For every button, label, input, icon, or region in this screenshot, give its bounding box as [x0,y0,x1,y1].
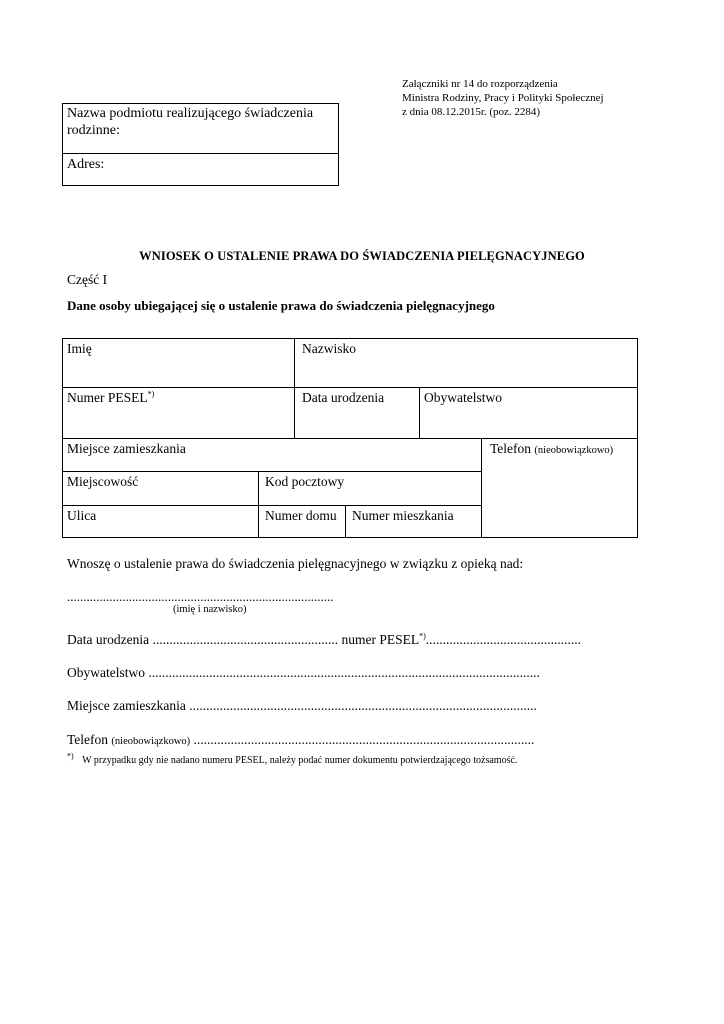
cared-citizenship-label: Obywatelstwo [67,665,145,680]
form-title: WNIOSEK O USTALENIE PRAWA DO ŚWIADCZENIA PIELĘGNACYJNEGO [139,249,585,263]
first-name-field[interactable] [63,339,294,387]
house-number-label: Numer domu [265,508,337,523]
entity-address-label: Adres: [67,157,105,172]
citizenship-label: Obywatelstwo [424,390,502,405]
postal-code-field[interactable] [259,472,481,505]
cared-pesel-field[interactable]: .............................................. [425,632,582,647]
entity-address-field[interactable] [63,154,338,175]
pesel-field[interactable] [63,388,294,438]
cared-residence-line [67,698,537,714]
cared-phone-label: Telefon [67,732,109,747]
pesel-footnote-mark: *) [147,389,155,399]
street-label: Ulica [67,508,97,523]
regulation-note-line-2: Ministra Rodziny, Pracy i Polityki Społecznej [402,92,604,104]
section-subtitle: Dane osoby ubiegającej się o ustalenie prawa do świadczenia pielęgnacyjnego [67,298,495,313]
cared-phone-field[interactable]: ..................................................................................................... [193,732,535,747]
entity-name-label-1: Nazwa podmiotu realizującego świadczenia [67,106,314,121]
phone-label-text: Telefon [490,441,532,456]
pesel-footnote [67,751,518,766]
cared-residence-label: Miejsce zamieszkania [67,698,186,713]
residence-field [63,439,481,471]
citizenship-field[interactable] [420,388,637,438]
apartment-number-field[interactable] [346,506,481,537]
cared-birth-date-field[interactable]: ....................................................... [152,632,339,647]
locality-label: Miejscowość [67,474,139,489]
pesel-label-text: Numer PESEL [67,390,148,405]
regulation-note [402,77,702,119]
cared-residence-field[interactable]: ....................................................................................................... [189,698,537,713]
phone-field[interactable] [482,439,637,537]
cared-phone-line [67,732,534,748]
cared-citizenship-field[interactable]: .................................................................................................................... [148,665,540,680]
last-name-label: Nazwisko [302,341,356,356]
last-name-field[interactable] [295,339,637,387]
cared-birth-pesel-line [67,632,581,648]
postal-code-label: Kod pocztowy [265,474,345,489]
house-number-field[interactable] [259,506,345,537]
apartment-number-label: Numer mieszkania [352,508,454,523]
care-statement: Wnoszę o ustalenie prawa do świadczenia pielęgnacyjnego w związku z opieką nad: [67,556,524,571]
applicant-data-table [62,338,638,538]
first-name-label: Imię [67,341,92,356]
pesel-label [67,390,154,406]
birth-date-label: Data urodzenia [302,390,385,405]
entity-name-field[interactable] [63,104,338,154]
phone-label [490,441,613,459]
cared-citizenship-line [67,665,540,681]
regulation-note-line-1: Załączniki nr 14 do rozporządzenia [402,78,558,90]
cared-pesel-footnote-mark: *) [419,631,426,641]
residence-label: Miejsce zamieszkania [67,441,186,456]
part-heading: Część I [67,272,108,287]
footnote-mark: *) [67,751,74,761]
locality-field[interactable] [63,472,258,505]
phone-optional-note: (nieobowiązkowo) [534,445,614,456]
cared-phone-optional-note: (nieobowiązkowo) [111,736,191,747]
cared-pesel-label: numer PESEL [341,632,420,647]
footnote-text: W przypadku gdy nie nadano numeru PESEL, należy podać numer dokumentu potwierdzającego tożsamość. [82,755,518,766]
street-field[interactable] [63,506,258,537]
regulation-note-line-3: z dnia 08.12.2015r. (poz. 2284) [402,106,541,118]
name-hint: (imię i nazwisko) [173,604,247,615]
cared-birth-date-label: Data urodzenia [67,632,150,647]
entity-box [62,103,339,186]
birth-date-field[interactable] [295,388,419,438]
cared-person-name-field[interactable]: .................................................................................. [67,589,334,604]
entity-name-label-2: rodzinne: [67,123,120,138]
